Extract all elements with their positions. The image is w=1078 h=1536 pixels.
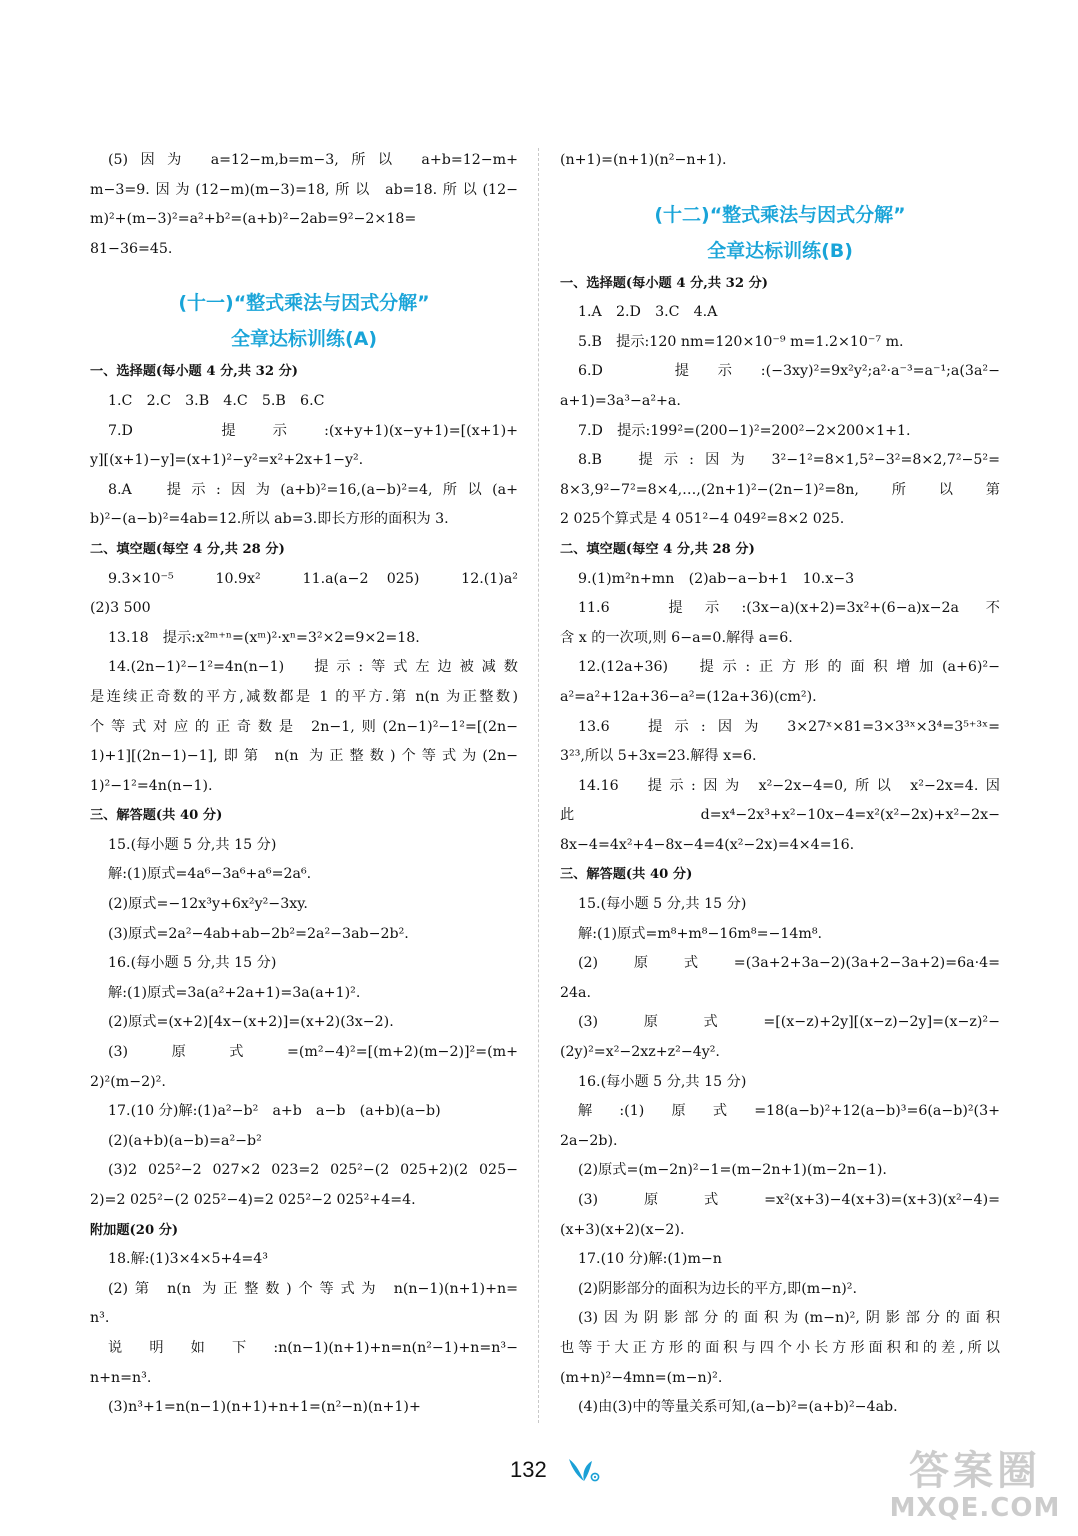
answer-line: (2)(a+b)(a−b)=a²−b² <box>108 1132 262 1149</box>
answer-line: (4)由(3)中的等量关系可知,(a−b)²=(a+b)²−4ab. <box>578 1399 898 1416</box>
answer-line: (3)原式=[(x−z)+2y][(x−z)−2y]=(x−z)²− <box>578 1014 1000 1031</box>
answer-line: 2)²(m−2)². <box>90 1073 166 1090</box>
right-column <box>560 146 1000 1423</box>
answer-line: 24a. <box>560 984 592 1001</box>
answer-line: 2)=2 025²−(2 025²−4)=2 025²−2 025²+4=4. <box>90 1192 416 1208</box>
question-type-heading: 附加题(20 分) <box>90 1222 179 1238</box>
watermark <box>880 1448 1070 1530</box>
answer-line: 是连续正奇数的平方,减数都是 1 的平方.第 n(n 为正整数) <box>90 688 518 705</box>
answer-line: 解:(1)原式=18(a−b)²+12(a−b)³=6(a−b)²(3+ <box>578 1103 1000 1120</box>
answer-line: 16.(每小题 5 分,共 15 分) <box>578 1073 747 1090</box>
answer-line: 此 d=x⁴−2x³+x²−10x−4=x²(x²−2x)+x²−2x− <box>560 807 1000 824</box>
answer-line: 8.B 提示:因为 3²−1²=8×1,5²−3²=8×2,7²−5²= <box>578 452 1000 469</box>
answer-line: (3)原式=(m²−4)²=[(m+2)(m−2)]²=(m+ <box>108 1044 518 1061</box>
answer-line: (2)阴影部分的面积为边长的平方,即(m−n)². <box>578 1280 857 1297</box>
answer-line: (5)因为 a=12−m,b=m−3,所以 a+b=12−m+ <box>108 152 518 168</box>
question-type-heading: 三、解答题(共 40 分) <box>90 808 223 824</box>
answer-line: 7.D 提示:199²=(200−1)²=200²−2×200×1+1. <box>578 422 911 439</box>
column-divider <box>538 148 539 1423</box>
question-type-heading: 一、选择题(每小题 4 分,共 32 分) <box>90 364 299 380</box>
answer-line: 说明如下:n(n−1)(n+1)+n=n(n²−1)+n=n³− <box>108 1339 518 1356</box>
answer-line: 2a−2b). <box>560 1132 618 1149</box>
answer-line: 7.D 提示:(x+y+1)(x−y+1)=[(x+1)+ <box>108 422 518 439</box>
answer-line: (x+3)(x+2)(x−2). <box>560 1221 685 1238</box>
answer-line: n³. <box>90 1310 110 1327</box>
answer-line: 11.6 提示:(3x−a)(x+2)=3x²+(6−a)x−2a 不 <box>578 600 1000 617</box>
answer-line: (3)2 025²−2 027×2 023=2 025²−(2 025+2)(2 025− <box>108 1162 518 1179</box>
question-type-heading: 二、填空题(每空 4 分,共 28 分) <box>560 541 755 557</box>
spacer <box>560 176 1000 197</box>
answer-line: 15.(每小题 5 分,共 15 分) <box>108 836 277 853</box>
spacer <box>90 264 518 285</box>
leaf-logo-icon <box>566 1455 600 1485</box>
answer-line: a²=a²+12a+36−a²=(12a+36)(cm²). <box>560 688 817 705</box>
answer-line: 9.3×10⁻⁵ 10.9x² 11.a(a−2 025) 12.(1)a² <box>108 570 518 587</box>
answer-line: (3)原式=x²(x+3)−4(x+3)=(x+3)(x²−4)= <box>578 1192 1000 1208</box>
answer-line: (3)原式=2a²−4ab+ab−2b²=2a²−3ab−2b². <box>108 925 409 942</box>
answer-line: n+n=n³. <box>90 1369 152 1386</box>
section-heading: (十一)“整式乘法与因式分解” <box>178 292 430 315</box>
answer-line: m)²+(m−3)²=a²+b²=(a+b)²−2ab=9²−2×18= <box>90 211 417 228</box>
answer-line: 个等式对应的正奇数是 2n−1,则(2n−1)²−1²=[(2n− <box>90 718 518 735</box>
answer-line: 14.16 提示:因为 x²−2x−4=0,所以 x²−2x=4.因 <box>578 777 1000 794</box>
question-type-heading: 二、填空题(每空 4 分,共 28 分) <box>90 541 285 557</box>
answer-line: 16.(每小题 5 分,共 15 分) <box>108 955 277 972</box>
section-heading: 全章达标训练(B) <box>707 239 853 262</box>
answer-line: 6.D 提示:(−3xy)²=9x²y²;a²·a⁻³=a⁻¹;a(3a²− <box>578 363 1000 380</box>
answer-line: (2)原式=(m−2n)²−1=(m−2n+1)(m−2n−1). <box>578 1162 887 1179</box>
answer-line: 8×3,9²−7²=8×4,…,(2n+1)²−(2n−1)²=8n,所以第 <box>560 481 1000 498</box>
page-number: 132 <box>510 1457 547 1482</box>
answer-line: (2y)²=x²−2xz+z²−4y². <box>560 1044 720 1061</box>
answer-line: 含 x 的一次项,则 6−a=0.解得 a=6. <box>560 629 793 646</box>
answer-line: 1.C 2.C 3.B 4.C 5.B 6.C <box>108 392 325 409</box>
answer-line: 18.解:(1)3×4×5+4=4³ <box>108 1251 268 1268</box>
section-heading: 全章达标训练(A) <box>230 328 378 351</box>
answer-line: 1)²−1²=4n(n−1). <box>90 777 213 794</box>
answer-line: 解:(1)原式=3a(a²+2a+1)=3a(a+1)². <box>108 984 361 1001</box>
question-type-heading: 三、解答题(共 40 分) <box>560 867 693 883</box>
answer-line: 8x−4=4x²+4−8x−4=4(x²−2x)=4×4=16. <box>560 836 855 853</box>
answer-line: 8.A 提示:因为(a+b)²=16,(a−b)²=4,所以(a+ <box>108 481 518 498</box>
answer-line: 14.(2n−1)²−1²=4n(n−1) 提示:等式左边被减数 <box>108 659 518 676</box>
watermark-url: MXQE.COM <box>889 1493 1061 1523</box>
watermark-title: 答案圈 <box>909 1448 1041 1494</box>
answer-line: (m+n)²−4mn=(m−n)². <box>560 1369 723 1386</box>
answer-line: (3)因为阴影部分的面积为(m−n)²,阴影部分的面积 <box>578 1310 1000 1327</box>
answer-line: (n+1)=(n+1)(n²−n+1). <box>560 152 727 168</box>
answer-line: b)²−(a−b)²=4ab=12.所以 ab=3.即长方形的面积为 3. <box>90 511 449 528</box>
answer-line: 9.(1)m²n+mn (2)ab−a−b+1 10.x−3 <box>578 570 855 587</box>
answer-line: m−3=9.因为(12−m)(m−3)=18,所以 ab=18.所以(12− <box>90 181 518 198</box>
answer-line: 17.(10 分)解:(1)m−n <box>578 1251 722 1268</box>
answer-line: 13.18 提示:x²ᵐ⁺ⁿ=(xᵐ)²·xⁿ=3²×2=9×2=18. <box>108 629 420 646</box>
answer-line: 解:(1)原式=4a⁶−3a⁶+a⁶=2a⁶. <box>108 866 312 883</box>
answer-line: (2)原式=(3a+2+3a−2)(3a+2−3a+2)=6a·4= <box>578 955 1000 972</box>
answer-line: 3²³,所以 5+3x=23.解得 x=6. <box>560 748 757 765</box>
answer-line: 12.(12a+36) 提示:正方形的面积增加(a+6)²− <box>578 659 1000 676</box>
answer-line: 13.6 提示:因为 3×27ˣ×81=3×3³ˣ×3⁴=3⁵⁺³ˣ= <box>578 718 1000 735</box>
answer-line: 1.A 2.D 3.C 4.A <box>578 304 718 321</box>
left-column <box>90 146 518 1423</box>
answer-line: 解:(1)原式=m⁸+m⁸−16m⁸=−14m⁸. <box>578 925 823 942</box>
answer-line: (2)原式=(x+2)[4x−(x+2)]=(x+2)(3x−2). <box>108 1014 394 1031</box>
answer-line: 1)+1][(2n−1)−1],即第 n(n 为正整数)个等式为(2n− <box>90 748 518 765</box>
answer-line: a+1)=3a³−a²+a. <box>560 392 681 409</box>
answer-line: 17.(10 分)解:(1)a²−b² a+b a−b (a+b)(a−b) <box>108 1103 441 1120</box>
answer-line: (2)3 500 <box>90 600 151 617</box>
answer-line: (3)n³+1=n(n−1)(n+1)+n+1=(n²−n)(n+1)+ <box>108 1399 421 1416</box>
answer-line: 2 025个算式是 4 051²−4 049²=8×2 025. <box>560 511 845 528</box>
answer-line: (2)原式=−12x³y+6x²y²−3xy. <box>108 896 308 913</box>
answer-line: 也等于大正方形的面积与四个小长方形面积和的差,所以 <box>560 1339 1000 1356</box>
question-type-heading: 一、选择题(每小题 4 分,共 32 分) <box>560 275 769 291</box>
answer-line: 81−36=45. <box>90 240 173 257</box>
answer-line: (2)第 n(n 为正整数)个等式为 n(n−1)(n+1)+n= <box>108 1280 518 1297</box>
answer-line: 5.B 提示:120 nm=120×10⁻⁹ m=1.2×10⁻⁷ m. <box>578 333 904 350</box>
section-heading: (十二)“整式乘法与因式分解” <box>654 203 906 226</box>
answer-line: y][(x+1)−y]=(x+1)²−y²=x²+2x+1−y². <box>90 452 364 469</box>
answer-line: 15.(每小题 5 分,共 15 分) <box>578 896 747 913</box>
